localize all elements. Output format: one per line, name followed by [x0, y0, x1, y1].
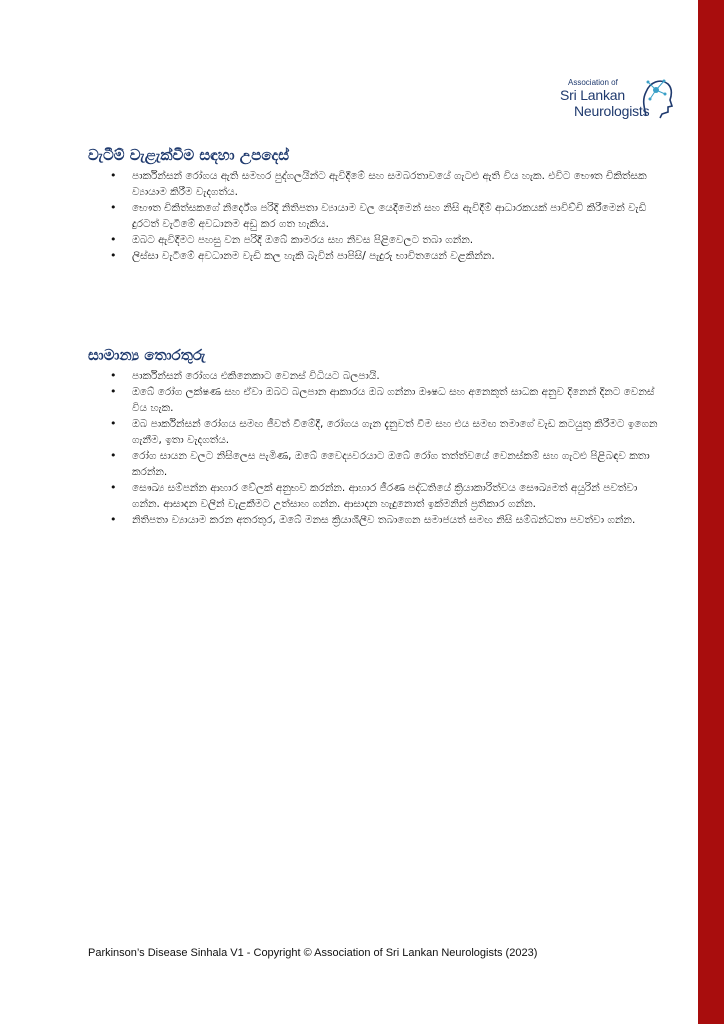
list-item: • භෞත චිකිත්සකගේ නිර්දේශ පරිදි නිතිපතා ව්‍යායාම වල යෙදීමෙන් සහ නිසි ඇවිදීම් ආධාරකයක් පාවිච්චි කිරීමෙන් වැඩි දුරටත් වැටීමේ අවධානම අඩු කර ගත හැකිය. [132, 200, 668, 232]
right-border-bar [698, 0, 724, 1024]
list-item: • පාර්කින්සන් රෝගය එකිනෙකාට වෙනස් විධියට බලපායි. [132, 368, 668, 384]
list-item: • ඔබ පාර්කින්සන් රෝගය සමඟ ජීවත් වීමේදී, රෝගය ගැන දැනුවත් වීම සහ එය සමඟ තමාගේ වැඩ කටයුතු කිරීමට ඉගෙන ගැනීම, ඉතා වැදගත්ය. [132, 416, 668, 448]
logo-line-1: Association of [568, 78, 618, 87]
general-information-section [88, 346, 668, 528]
list-item: • ලිස්සා වැටීමේ අවධානම වැඩි කල හැකි බැවින් පාපිසි/ පැදුරු භාවිතයෙන් වළකින්න. [132, 248, 668, 264]
advice-list [88, 168, 668, 264]
association-logo [560, 72, 680, 128]
list-item: • රෝග සායන වලට නිසිලෙස පැමිණ, ඔබේ වෛද්‍යවරයාට ඔබේ රෝග තත්ත්වයේ වෙනස්කම් සහ ගැටළු පිළිබඳව කතා කරන්න. [132, 448, 668, 480]
section-title: වැටීම් වැළැක්වීම සඳහා උපදෙස් [88, 146, 289, 164]
list-item: • සෞඛ්‍ය සම්පන්න ආහාර වේලක් අනුභව කරන්න. ආහාර ජීරණ පද්ධතියේ ක්‍රියාකාරිත්වය සෞඛ්‍යමත් අයුරින් පවත්වා ගන්න. ආසාදන වලින් වැළකීමට උත්සාහ ගන්න. ආසාදන හැදුනොත් ඉක්මනින් ප්‍රතිකාර ගන්න. [132, 480, 668, 512]
logo-line-3: Neurologists [574, 103, 650, 119]
list-item: • ඔබට ඇවිදීමට පහසු වන පරිදි ඔබේ කාමරය සහ නිවස පිළිවෙලට තබා ගන්න. [132, 232, 668, 248]
brain-head-icon [638, 72, 674, 120]
section-title: සාමාන්‍ය තොරතුරු [88, 346, 206, 364]
fall-prevention-section [88, 146, 668, 264]
copyright-footer: Parkinson’s Disease Sinhala V1 - Copyright © Association of Sri Lankan Neurologists (2023) [88, 947, 538, 959]
info-list [88, 368, 668, 528]
list-item: • පාර්කින්සන් රෝගය ඇති සමහර පුද්ගලයින්ට ඇවිදීමේ සහ සමබරතාවයේ ගැටළු ඇති විය හැක. එවිට භෞත චිකිත්සක ව්‍යායාම කිරීම වැදගත්ය. [132, 168, 668, 200]
logo-line-2: Sri Lankan [560, 87, 625, 103]
list-item: • නිතිපතා ව්‍යායාම කරන අතරතුර, ඔබේ මනස ක්‍රියාශීලීව තබාගෙන සමාජයත් සමඟ නිසි සම්බන්ධතා පවත්වා ගන්න. [132, 512, 668, 528]
list-item: • ඔබේ රෝග ලක්ෂණ සහ ඒවා ඔබට බලපාන ආකාරය ඔබ ගන්නා ඖෂධ සහ අනෙකුත් සාධක අනුව දිනෙන් දිනට වෙනස් විය හැක. [132, 384, 668, 416]
